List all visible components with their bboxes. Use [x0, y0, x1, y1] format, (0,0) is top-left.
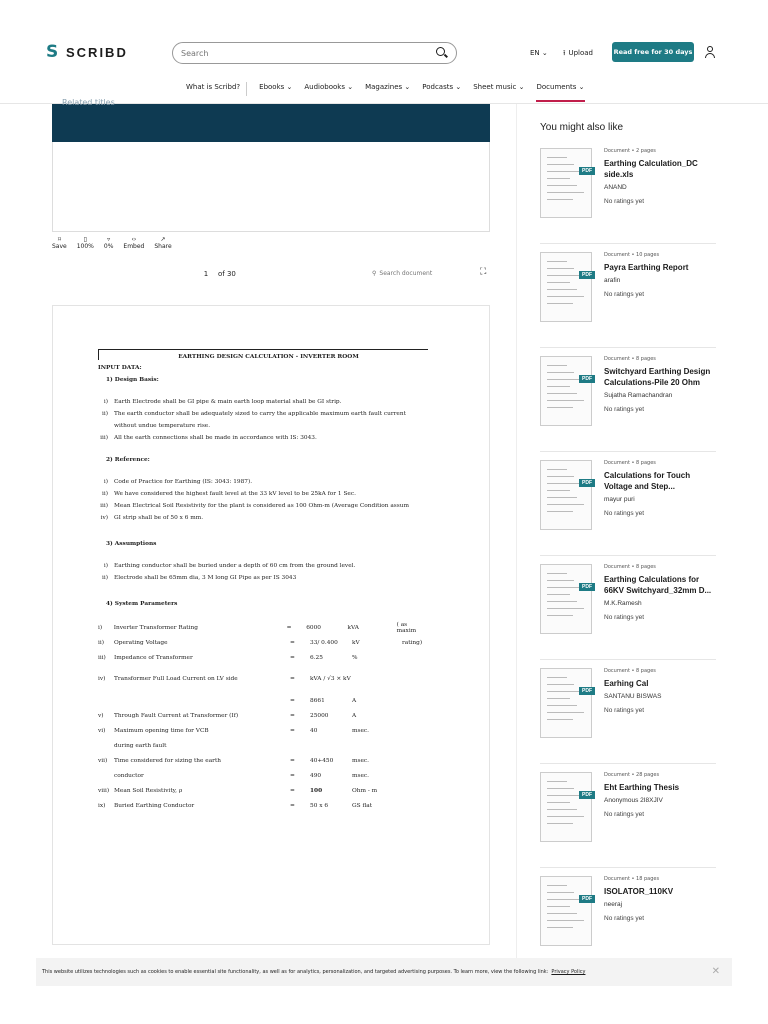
list-index: iii)	[100, 435, 108, 441]
card-author[interactable]: Sujatha Ramachandran	[604, 392, 673, 399]
main-nav	[180, 82, 591, 96]
pdf-badge: PDF	[579, 479, 595, 487]
parameter-row	[98, 768, 428, 783]
parameter-value: 40+450	[310, 757, 334, 764]
list-item	[98, 490, 428, 498]
list-text: We have considered the highest fault level at the 33 kV level to be 25kA for 1 Sec.	[114, 491, 356, 497]
card-title[interactable]	[604, 886, 720, 924]
parameter-unit: GS flat	[352, 802, 373, 809]
card-rating: No ratings yet	[604, 406, 645, 413]
parameter-value: kVA / √3 × kV	[310, 676, 351, 682]
list-item	[98, 514, 428, 522]
list-text: The earth conductor shall be adequately sized to carry the applicable maximum earth fault current	[114, 411, 406, 417]
parameter-row	[98, 738, 428, 753]
card-meta: Document • 10 pages	[604, 252, 660, 258]
document-search[interactable]	[372, 266, 472, 280]
card-rating: No ratings yet	[604, 198, 645, 205]
downvote-button[interactable]	[104, 236, 114, 250]
document-thumbnail[interactable]	[540, 772, 592, 842]
parameter-unit: Ohm - m	[352, 787, 378, 794]
search-input[interactable]	[181, 49, 436, 58]
pdf-badge: PDF	[579, 895, 595, 903]
parameter-value: 40	[310, 727, 318, 734]
nav-ebooks[interactable]: Ebooks ⌄	[259, 83, 293, 91]
parameter-row	[98, 650, 428, 665]
parameter-label: Inverter Transformer Rating	[113, 624, 198, 631]
fullscreen-icon[interactable]: ⛶	[480, 267, 487, 277]
design-basis-list	[98, 398, 428, 442]
assumptions-list	[98, 562, 428, 582]
list-item	[98, 410, 428, 418]
parameter-value: 25000	[310, 712, 329, 719]
embed-icon: ‹›	[131, 236, 137, 243]
list-index: iii)	[100, 503, 108, 509]
section-assumptions: 3) Assumptions	[106, 541, 157, 547]
parameter-equals: =	[290, 757, 295, 764]
document-page	[52, 305, 490, 945]
card-title-text: Payra Earthing Report	[604, 263, 689, 272]
list-item	[98, 502, 428, 510]
parameter-unit: A	[352, 712, 357, 719]
parameter-label: Buried Earthing Conductor	[114, 802, 195, 809]
document-thumbnail[interactable]	[540, 356, 592, 426]
parameter-value: 50 x 6	[310, 802, 329, 809]
card-author[interactable]: neeraj	[604, 901, 623, 908]
parameter-equals: =	[290, 772, 295, 779]
parameter-label: Through Fault Current at Transformer (If)	[114, 712, 239, 719]
parameter-label: Time considered for sizing the earth	[114, 757, 222, 764]
list-item	[98, 422, 428, 430]
parameter-unit: msec.	[352, 757, 369, 764]
parameter-row	[98, 635, 428, 650]
page-number-input[interactable]: 1	[203, 270, 209, 278]
parameter-label: Mean Soil Resistivity, ρ	[114, 787, 183, 794]
parameter-equals: =	[290, 654, 295, 661]
list-item	[98, 398, 428, 406]
cookie-text: This website utilizes technologies such as cookies to enable essential site functionality, as well as for analytics, personalization, and targeted advertising purposes. To learn more, view the following link:	[42, 969, 549, 975]
parameter-value: 100	[310, 787, 323, 794]
card-title-text: Earthing Calculation_DC side.xls	[604, 159, 698, 179]
nav-podcasts[interactable]: Podcasts ⌄	[422, 83, 462, 91]
card-rating: No ratings yet	[604, 291, 645, 298]
reference-list	[98, 478, 428, 522]
card-meta: Document • 28 pages	[604, 772, 660, 778]
list-text: Mean Electrical Soil Resistivity for the plant is considered as 100 Ohm-m (Average Condition assum	[114, 503, 409, 509]
parameter-equals: =	[290, 727, 295, 734]
page-navigator	[200, 270, 236, 278]
card-title[interactable]	[604, 574, 720, 623]
parameter-index: i)	[98, 624, 103, 631]
parameter-row	[98, 708, 428, 723]
card-title-text: Calculations for Touch Voltage and Step...	[604, 471, 691, 491]
section-system-parameters: 4) System Parameters	[106, 601, 178, 607]
list-item	[98, 478, 428, 486]
parameter-value: 490	[310, 772, 322, 779]
card-author[interactable]: Anonymous 2I8XJIV	[604, 797, 663, 804]
related-titles-panel	[52, 98, 490, 142]
upvote-percent: 100%	[76, 243, 94, 250]
parameter-label: Operating Voltage	[114, 639, 168, 646]
search-icon[interactable]	[436, 47, 448, 59]
search-icon: ⚲	[372, 269, 377, 277]
parameter-row	[98, 753, 428, 768]
privacy-policy-link[interactable]: Privacy Policy	[551, 969, 586, 975]
save-label: Save	[52, 243, 67, 250]
parameter-equals: =	[290, 697, 295, 704]
embed-label: Embed	[123, 243, 145, 250]
nav-audiobooks[interactable]: Audiobooks ⌄	[304, 83, 354, 91]
input-data-heading: INPUT DATA:	[98, 365, 142, 371]
thumbs-up-icon: ▯	[83, 236, 87, 243]
recommendation-card[interactable]	[540, 356, 716, 452]
recommendation-card[interactable]	[540, 460, 716, 556]
parameter-unit: A	[352, 697, 357, 704]
user-icon[interactable]	[703, 45, 717, 59]
list-text: All the earth connections shall be made in accordance with IS: 3043.	[114, 435, 317, 441]
list-index: i)	[103, 479, 108, 485]
page-total: of 30	[218, 270, 236, 278]
list-index: ii)	[102, 575, 108, 581]
nav-documents[interactable]: Documents ⌄	[530, 82, 590, 96]
card-author[interactable]: M.K.Ramesh	[604, 600, 642, 607]
recommendation-card[interactable]	[540, 772, 716, 868]
card-title-text: ISOLATOR_110KV	[604, 887, 674, 896]
document-thumbnail[interactable]	[540, 460, 592, 530]
document-content	[98, 349, 428, 813]
section-design-basis: 1) Design Basis:	[106, 377, 159, 383]
list-text: Electrode shall be 65mm dia, 3 M long GI Pipe as per IS 3043	[114, 575, 297, 581]
embed-button[interactable]	[123, 236, 144, 250]
parameters-table	[98, 620, 428, 813]
parameter-index: vi)	[98, 727, 106, 734]
card-title-text: Earthing Calculations for 66KV Switchyard_32mm D...	[604, 575, 712, 595]
list-item	[98, 434, 428, 442]
nav-sheet-music[interactable]: Sheet music ⌄	[473, 83, 525, 91]
parameter-row	[98, 665, 428, 693]
section-reference: 2) Reference:	[106, 457, 150, 463]
parameter-value: 8661	[310, 697, 325, 704]
parameter-index: v)	[98, 712, 104, 719]
card-meta: Document • 8 pages	[604, 460, 656, 466]
document-thumbnail[interactable]	[540, 876, 592, 946]
card-meta: Document • 18 pages	[604, 876, 660, 882]
parameter-value: 33/ 0.400	[310, 639, 338, 646]
language-selector[interactable]: EN ⌄	[530, 49, 548, 57]
site-header	[0, 0, 768, 104]
nav-magazines[interactable]: Magazines ⌄	[365, 83, 411, 91]
parameter-index: iv)	[98, 676, 106, 682]
pdf-badge: PDF	[579, 375, 595, 383]
embed-frame	[52, 142, 490, 232]
card-author[interactable]: ANAND	[604, 184, 627, 191]
pdf-badge: PDF	[579, 791, 595, 799]
document-thumbnail[interactable]	[540, 252, 592, 322]
parameter-label: Transformer Full Load Current on LV side	[114, 676, 238, 682]
share-icon: ↗	[160, 236, 166, 243]
list-item	[98, 562, 428, 570]
card-title-text: Earhing Cal	[604, 679, 649, 688]
card-rating: No ratings yet	[604, 915, 645, 922]
list-item	[98, 574, 428, 582]
parameter-unit: kV	[352, 639, 360, 646]
pdf-badge: PDF	[579, 271, 595, 279]
card-meta: Document • 2 pages	[604, 148, 656, 154]
save-button[interactable]	[52, 236, 67, 250]
logo-text: SCRIBD	[66, 44, 128, 60]
parameter-label: during earth fault	[114, 742, 167, 749]
parameter-unit: msec.	[352, 772, 369, 779]
card-title-text: Switchyard Earthing Design Calculations-Pile 20 Ohm	[604, 367, 711, 387]
parameter-label: Maximum opening time for VCB	[114, 727, 209, 734]
scribd-logo[interactable]	[46, 44, 128, 60]
recommendation-card[interactable]	[540, 564, 716, 660]
pdf-badge: PDF	[579, 687, 595, 695]
card-rating: No ratings yet	[604, 811, 645, 818]
card-title[interactable]	[604, 262, 720, 300]
card-title[interactable]	[604, 678, 720, 716]
card-author[interactable]: mayur puri	[604, 496, 635, 503]
parameter-equals: =	[290, 802, 295, 809]
parameter-unit: kVA	[347, 624, 359, 631]
card-meta: Document • 8 pages	[604, 356, 656, 362]
parameter-row	[98, 620, 428, 635]
related-titles-heading: Related titles	[62, 98, 115, 107]
parameter-value: 6000	[306, 624, 321, 631]
cookie-banner	[36, 958, 732, 986]
parameter-index: viii)	[98, 787, 110, 794]
parameter-value: 6.25	[310, 654, 323, 661]
parameter-note: ( as maxim	[396, 621, 417, 634]
card-meta: Document • 8 pages	[604, 668, 656, 674]
share-label: Share	[154, 243, 172, 250]
card-meta: Document • 8 pages	[604, 564, 656, 570]
you-might-also-like-heading: You might also like	[540, 122, 624, 133]
pdf-badge: PDF	[579, 167, 595, 175]
parameter-equals: =	[290, 639, 295, 646]
parameter-row	[98, 783, 428, 798]
list-index	[98, 422, 108, 430]
parameter-index: ix)	[98, 802, 106, 809]
recommendation-card[interactable]	[540, 252, 716, 348]
card-title[interactable]	[604, 470, 720, 519]
document-title: EARTHING DESIGN CALCULATION - INVERTER ROOM	[98, 349, 428, 360]
list-index: ii)	[102, 411, 108, 417]
recommendation-card[interactable]	[540, 148, 716, 244]
card-rating: No ratings yet	[604, 707, 645, 714]
parameter-unit: msec.	[352, 727, 369, 734]
share-button[interactable]	[154, 236, 171, 250]
list-text: Earthing conductor shall be buried under a depth of 60 cm from the ground level.	[114, 563, 356, 569]
card-title[interactable]	[604, 782, 720, 820]
parameter-index: ii)	[98, 639, 104, 646]
parameter-label: Impedance of Transformer	[114, 654, 193, 661]
nav-what-is-scribd[interactable]: What is Scribd?	[180, 82, 247, 96]
card-title-text: Eht Earthing Thesis	[604, 783, 680, 792]
list-index: i)	[103, 399, 108, 405]
list-text: GI strip shall be of 50 x 6 mm.	[114, 515, 204, 521]
viewer-toolbar	[52, 236, 172, 250]
card-author[interactable]: SANTANU BISWAS	[604, 693, 662, 700]
bookmark-icon: ⌑	[57, 236, 61, 243]
document-thumbnail[interactable]	[540, 668, 592, 738]
parameter-row	[98, 798, 428, 813]
list-text: Earth Electrode shall be GI pipe & main earth loop material shall be GI strip.	[114, 399, 342, 405]
upvote-button[interactable]	[77, 236, 94, 250]
parameter-equals: =	[290, 712, 295, 719]
pdf-badge: PDF	[579, 583, 595, 591]
list-index: i)	[103, 563, 108, 569]
parameter-unit: %	[352, 654, 358, 661]
read-free-button[interactable]: Read free for 30 days	[612, 42, 694, 62]
parameter-equals: =	[290, 676, 295, 682]
list-index: ii)	[102, 491, 108, 497]
card-author[interactable]: arafin	[604, 277, 621, 284]
card-rating: No ratings yet	[604, 510, 645, 517]
document-thumbnail[interactable]	[540, 564, 592, 634]
parameter-note: rating)	[402, 639, 423, 646]
close-icon[interactable]: ✕	[711, 966, 720, 977]
site-search[interactable]	[172, 42, 457, 64]
upload-label: Upload	[568, 49, 593, 57]
upload-icon: ⭱	[563, 49, 566, 57]
card-title[interactable]	[604, 158, 720, 207]
card-title[interactable]	[604, 366, 720, 415]
parameter-equals: =	[290, 787, 295, 794]
downvote-percent: 0%	[103, 243, 114, 250]
parameter-row	[98, 723, 428, 738]
parameter-index: vii)	[98, 757, 108, 764]
scribd-logo-icon: S	[46, 42, 59, 62]
list-text: Code of Practice for Earthing (IS: 3043: 1987).	[114, 479, 253, 485]
column-divider	[516, 104, 517, 958]
recommendation-card[interactable]	[540, 668, 716, 764]
parameter-row	[98, 693, 428, 708]
upload-button[interactable]	[563, 49, 593, 60]
document-thumbnail[interactable]	[540, 148, 592, 218]
parameter-label: conductor	[114, 772, 144, 779]
list-index: iv)	[100, 515, 108, 521]
document-search-input[interactable]	[379, 270, 459, 277]
thumbs-down-icon: ▿	[107, 236, 111, 243]
parameter-index: iii)	[98, 654, 106, 661]
card-rating: No ratings yet	[604, 614, 645, 621]
list-text: without undue temperature rise.	[114, 423, 211, 429]
parameter-equals: =	[286, 624, 292, 631]
